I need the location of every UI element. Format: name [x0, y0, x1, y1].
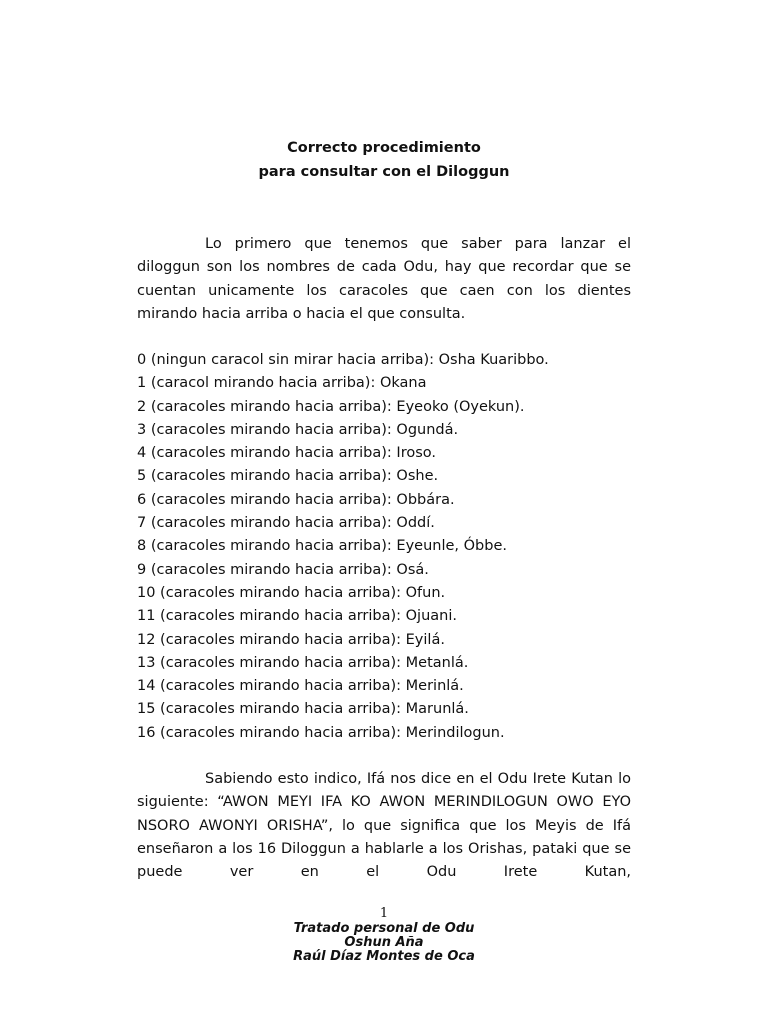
odu-list-item: 0 (ningun caracol sin mirar hacia arriba): Osha Kuaribbo. [137, 352, 549, 368]
document-title-line-2: para consultar con el Diloggun [258, 164, 510, 180]
odu-list-item: 7 (caracoles mirando hacia arriba): Oddí. [137, 515, 435, 532]
intro-paragraph-text: Lo primero que tenemos que saber para lanzar el diloggun son los nombres de cada Odu, hay que recordar que se cuentan unicamente los caracoles que caen con los dientes mirando hacia arriba o hacia el que consulta. [137, 236, 631, 322]
odu-list-item: 2 (caracoles mirando hacia arriba): Eyeoko (Oyekun). [137, 398, 525, 415]
footer-line-1: Tratado personal de Odu [293, 921, 475, 936]
footer-line-2: Oshun Aña [344, 935, 424, 950]
odu-list-item: 10 (caracoles mirando hacia arriba): Ofun. [137, 584, 446, 601]
odu-list-item: 15 (caracoles mirando hacia arriba): Marunlá. [137, 701, 469, 718]
intro-paragraph [137, 233, 631, 326]
odu-list-item: 9 (caracoles mirando hacia arriba): Osá. [137, 561, 429, 578]
document-title-line-1: Correcto procedimiento [287, 140, 481, 156]
odu-list-item: 13 (caracoles mirando hacia arriba): Metanlá. [137, 654, 469, 671]
odu-list-item: 6 (caracoles mirando hacia arriba): Obbára. [137, 491, 455, 508]
page-number: 1 [379, 906, 389, 921]
odu-list-item: 1 (caracol mirando hacia arriba): Okana [137, 375, 427, 392]
odu-list-item: 11 (caracoles mirando hacia arriba): Ojuani. [137, 608, 457, 625]
odu-list-item: 3 (caracoles mirando hacia arriba): Ogundá. [137, 421, 459, 438]
odu-list-item: 5 (caracoles mirando hacia arriba): Oshe. [137, 468, 439, 485]
odu-list-item: 4 (caracoles mirando hacia arriba): Iroso. [137, 445, 436, 462]
footer-line-3: Raúl Díaz Montes de Oca [293, 949, 475, 964]
odu-list-item: 12 (caracoles mirando hacia arriba): Eyilá. [137, 631, 445, 648]
second-paragraph [137, 768, 631, 884]
odu-list-item: 8 (caracoles mirando hacia arriba): Eyeunle, Óbbe. [137, 538, 507, 555]
odu-list-item: 14 (caracoles mirando hacia arriba): Merinlá. [137, 678, 464, 695]
odu-list-item: 16 (caracoles mirando hacia arriba): Merindilogun. [137, 724, 505, 741]
second-paragraph-text: Sabiendo esto indico, Ifá nos dice en el Odu Irete Kutan lo siguiente: “AWON MEYI IFA KO AWON MERINDILOGUN OWO EYO NSORO AWONYI ORISHA”, lo que significa que los Meyis de Ifá enseñaron a los 16 Diloggun a hablarle a los Orishas, pataki que se puede ver en el Odu Irete Kutan, [137, 771, 631, 881]
odu-list [137, 349, 549, 745]
